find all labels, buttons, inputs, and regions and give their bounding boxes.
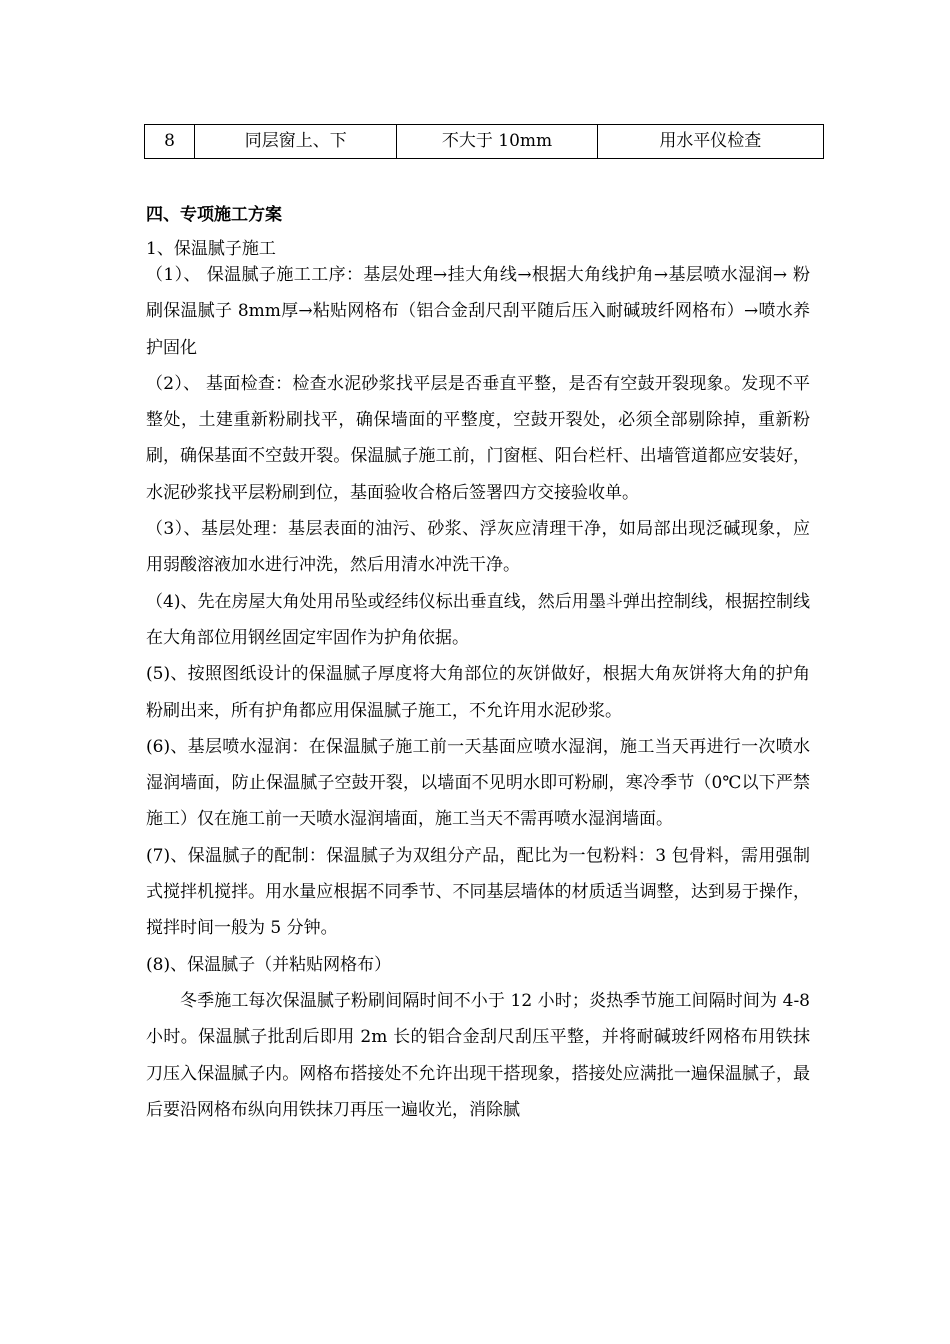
section-heading: 四、专项施工方案 (146, 205, 282, 225)
paragraph-8: (8)、保温腻子（并粘贴网格布） (146, 954, 392, 975)
table-cell-tolerance: 不大于 10mm (397, 125, 597, 159)
paragraph-3: （3）、基层处理：基层表面的油污、砂浆、浮灰应清理干净，如局部出现泛碱现象，应用弱酸溶液加水进行冲洗，然后用清水冲洗干净。 (146, 519, 810, 576)
body-text (146, 257, 810, 1128)
paragraph-9: 冬季施工每次保温腻子粉刷间隔时间不小于 12 小时；炎热季节施工间隔时间为 4-8 小时。保温腻子批刮后即用 2m 长的铝合金刮尺刮压平整，并将耐碱玻纤网格布用铁抹刀压入保温腻子内。网格布搭接处不允许出现干搭现象，搭接处应满批一遍保温腻子，最后要沿网格布纵向用铁抹刀再压一遍收光，消除腻 (146, 990, 810, 1120)
paragraph-1: （1）、 保温腻子施工工序：基层处理→挂大角线→根据大角线护角→基层喷水湿润→ 粉刷保温腻子 8mm厚→粘贴网格布（铝合金刮尺刮平随后压入耐碱玻纤网格布）→喷水养护固化 (146, 265, 810, 358)
paragraph-2: （2）、 基面检查：检查水泥砂浆找平层是否垂直平整，是否有空鼓开裂现象。发现不平整处，土建重新粉刷找平，确保墙面的平整度，空鼓开裂处，必须全部剔除掉，重新粉刷，确保基面不空鼓开裂。保温腻子施工前，门窗框、阳台栏杆、出墙管道都应安装好，水泥砂浆找平层粉刷到位，基面验收合格后签署四方交接验收单。 (146, 373, 810, 503)
subsection-heading: 1、保温腻子施工 (146, 239, 276, 259)
paragraph-6: (6)、基层喷水湿润：在保温腻子施工前一天基面应喷水湿润，施工当天再进行一次喷水湿润墙面，防止保温腻子空鼓开裂，以墙面不见明水即可粉刷，寒冷季节（0℃以下严禁施工）仅在施工前一天喷水湿润墙面，施工当天不需再喷水湿润墙面。 (146, 736, 810, 830)
table-row (145, 125, 824, 159)
table-cell-item: 同层窗上、下 (195, 125, 397, 159)
table-cell-method: 用水平仪检查 (597, 125, 823, 159)
paragraph-7: (7)、保温腻子的配制：保温腻子为双组分产品，配比为一包粉料：3 包骨料，需用强制式搅拌机搅拌。用水量应根据不同季节、不同基层墙体的材质适当调整，达到易于操作，搅拌时间一般为 5 分钟。 (146, 845, 810, 939)
paragraph-4: （4)、先在房屋大角处用吊坠或经纬仪标出垂直线，然后用墨斗弹出控制线，根据控制线在大角部位用钢丝固定牢固作为护角依据。 (146, 591, 810, 648)
spec-table (144, 124, 824, 159)
table-cell-no: 8 (145, 125, 195, 159)
paragraph-5: (5)、按照图纸设计的保温腻子厚度将大角部位的灰饼做好，根据大角灰饼将大角的护角粉刷出来，所有护角都应用保温腻子施工，不允许用水泥砂浆。 (146, 664, 810, 721)
